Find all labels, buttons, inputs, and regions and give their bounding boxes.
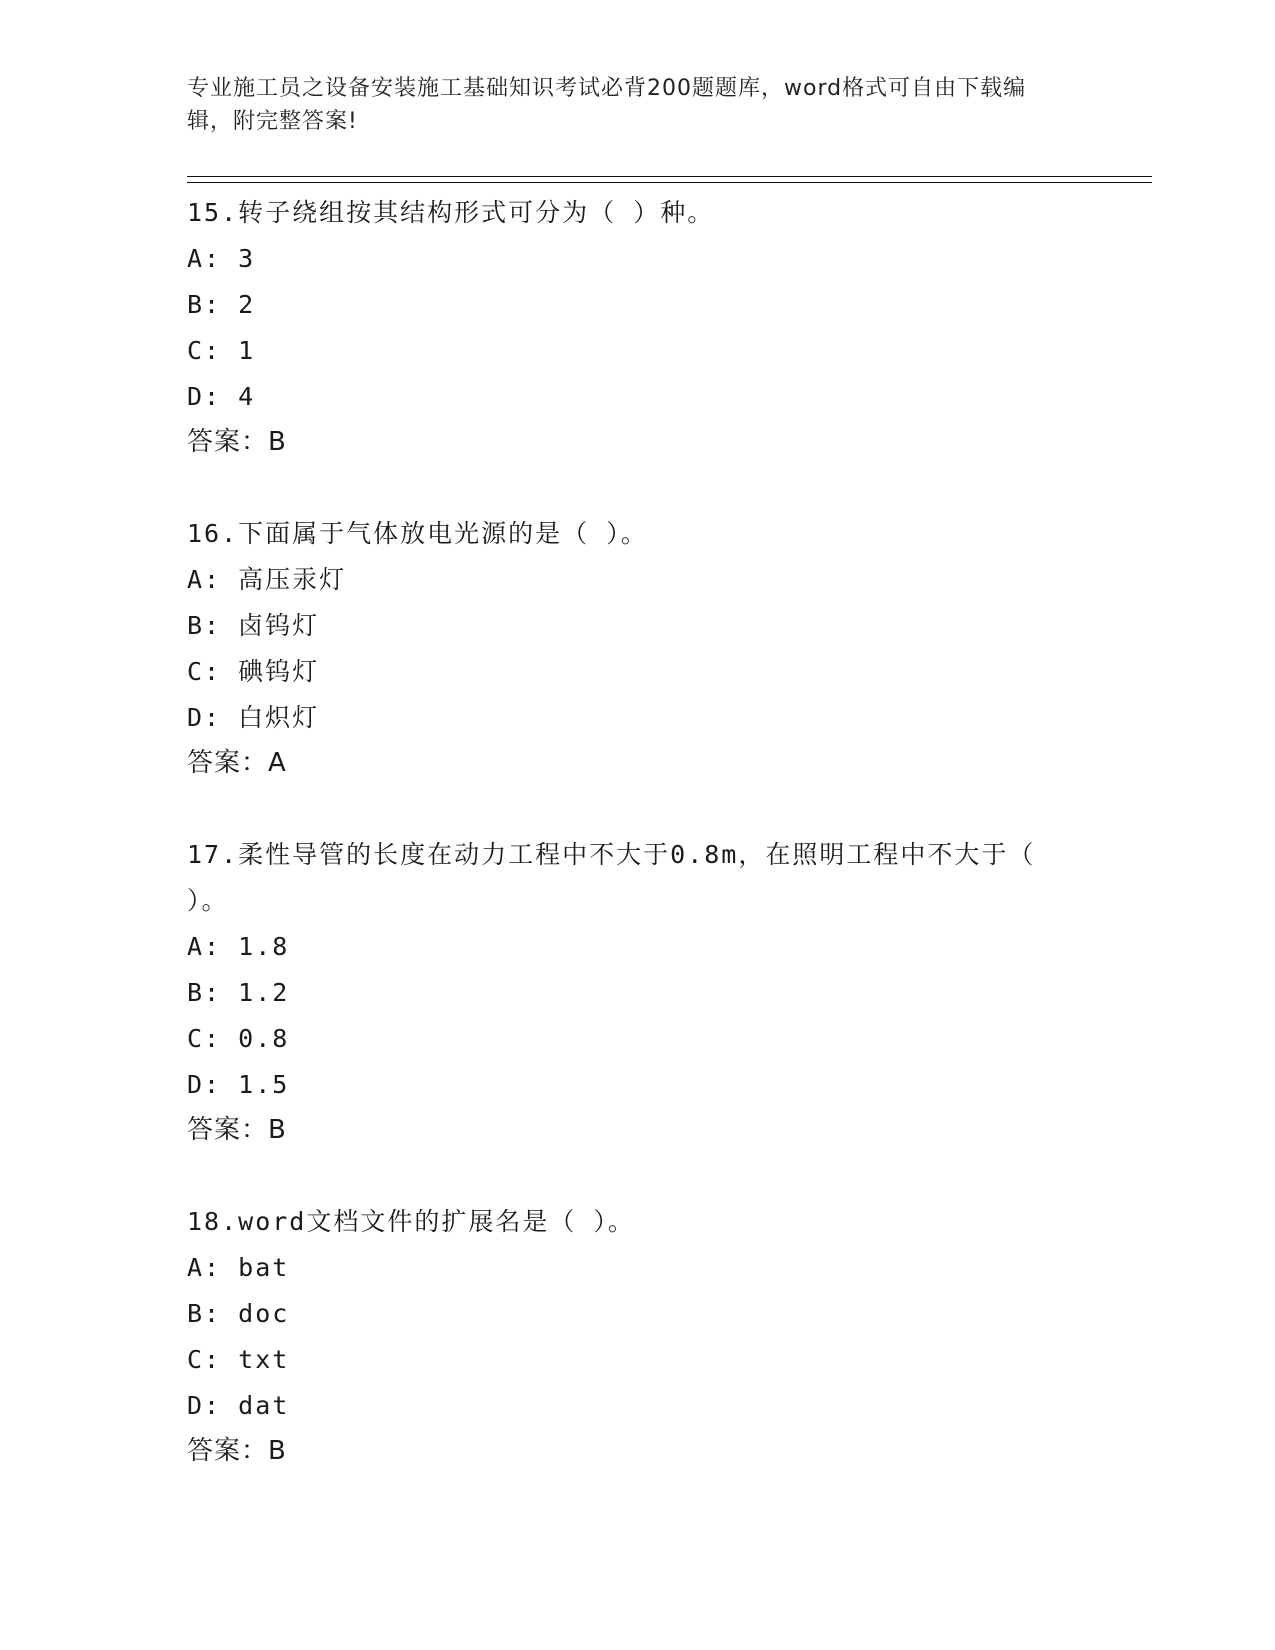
option-d: D: 4 — [187, 382, 256, 411]
option-a: A: bat — [187, 1253, 290, 1282]
header-divider-bottom — [187, 182, 1152, 183]
option-a: A: 3 — [187, 244, 256, 273]
question-17 — [187, 832, 1087, 1152]
option-b: B: 1.2 — [187, 978, 290, 1007]
question-stem: 15.转子绕组按其结构形式可分为（ ）种。 — [187, 198, 715, 227]
document-title: 专业施工员之设备安装施工基础知识考试必背200题题库，word格式可自由下载编辑，附完整答案! — [187, 76, 1027, 134]
option-d: D: 1.5 — [187, 1070, 290, 1099]
answer: 答案：B — [187, 1436, 287, 1466]
option-c: C: 碘钨灯 — [187, 657, 320, 686]
option-a: A: 高压汞灯 — [187, 565, 347, 594]
option-b: B: 2 — [187, 290, 256, 319]
option-a: A: 1.8 — [187, 932, 290, 961]
option-d: D: 白炽灯 — [187, 703, 320, 732]
option-b: B: 卤钨灯 — [187, 611, 320, 640]
question-18 — [187, 1199, 1087, 1473]
option-c: C: 0.8 — [187, 1024, 290, 1053]
answer: 答案：B — [187, 1115, 287, 1145]
question-16 — [187, 511, 1087, 785]
question-stem: 18.word文档文件的扩展名是（ ）。 — [187, 1207, 635, 1236]
question-list — [187, 190, 1087, 1520]
option-b: B: doc — [187, 1299, 290, 1328]
answer: 答案：B — [187, 427, 287, 457]
question-stem: 17.柔性导管的长度在动力工程中不大于0.8m，在照明工程中不大于（ ）。 — [187, 840, 1036, 915]
question-15 — [187, 190, 1087, 464]
answer: 答案：A — [187, 748, 287, 778]
option-d: D: dat — [187, 1391, 290, 1420]
header-divider-top — [187, 176, 1152, 177]
option-c: C: txt — [187, 1345, 290, 1374]
option-c: C: 1 — [187, 336, 256, 365]
question-stem: 16.下面属于气体放电光源的是（ ）。 — [187, 519, 648, 548]
